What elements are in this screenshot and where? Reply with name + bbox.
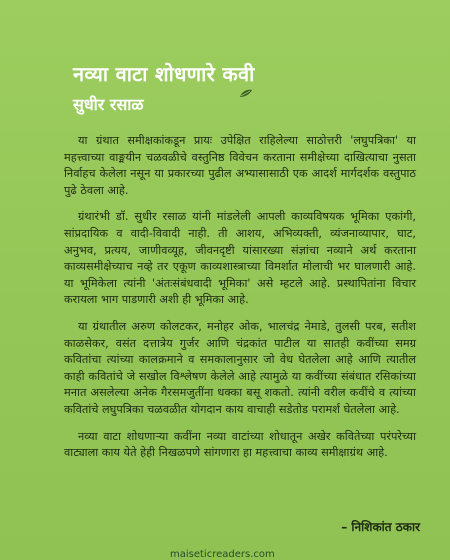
blurb-text — [64, 133, 416, 472]
book-title: नव्या वाटा शोधणारे कवी — [73, 62, 255, 86]
blurb-paragraph: नव्या वाटा शोधणाऱ्या कवींना नव्या वाटांच्या शोधातून अखेर कवितेच्या परंपरेच्या वाट्याला काय येते हेही निखळपणे सांगणारा हा महत्त्वाचा काव्य समीक्षाग्रंथ आहे. — [64, 429, 416, 460]
book-author: सुधीर रसाळ — [73, 95, 144, 114]
leaf-ornament-icon — [239, 88, 253, 98]
blurb-paragraph: ग्रंथारंभी डॉ. सुधीर रसाळ यांनी मांडलेली आपली काव्यविषयक भूमिका एकांगी, सांप्रदायिक व वादी-विवादी नाही. ती आशय, अभिव्यक्ती, व्यंजनाव्यापार, घाट, अनुभव, प्रत्यय, जाणीवव्यूह, जीवनदृष्टी यांसारख्या संज्ञांचा नव्याने अर्थ करताना काव्यसमीक्षेच्याच नव्हे तर एकूण काव्यशास्त्राच्या विमर्शात मोलाची भर घालणारी आहे. या भूमिकेला त्यांनी 'अंतःसंबंधवादी भूमिका' असे म्हटले आहे. प्रस्थापितांना विचार करायला भाग पाडणारी अशी ही भूमिका आहे. — [64, 210, 416, 307]
reviewer-signature: – निशिकांत ठकार — [341, 520, 420, 534]
blurb-paragraph: या ग्रंथात समीक्षकांकडून प्रायः उपेक्षित राहिलेल्या साठोत्तरी 'लघुपत्रिका' या महत्त्वाच्या वाङ्मयीन चळवळीचे वस्तुनिष्ठ विवेचन करताना समीक्षेच्या दाखित्याचा नुसता निर्वाहच केलेला नसून या प्रकारच्या पुढील अभ्यासासाठी एक आदर्श मार्गदर्शक वस्तुपाठ पुढे ठेवला आहे. — [64, 134, 416, 197]
site-watermark: maiseticreaders.com — [170, 549, 275, 560]
blurb-paragraph: या ग्रंथातील अरुण कोलटकर, मनोहर ओक, भालचंद्र नेमाडे, तुलसी परब, सतीश काळसेकर, वसंत दत्तात्रेय गुर्जर आणि चंद्रकांत पाटील या सातही कवींच्या समग्र कवितांचा त्यांच्या कालक्रमाने व समकालानुसार जो वेध घेतलेला आहे आणि त्यातील काही कवितांचे जे सखोल विश्लेषण केलेले आहे त्यामुळे या कवींच्या संबंधात रसिकांच्या मनात असलेल्या अनेक गैरसमजुतींना धक्का बसू शकतो. त्यांनी वरील कवींचे व त्यांच्या कवितांचे लघुपत्रिका चळवळीत योगदान काय वाचाही सडेतोड परामर्श घेतलेला आहे. — [64, 319, 416, 416]
